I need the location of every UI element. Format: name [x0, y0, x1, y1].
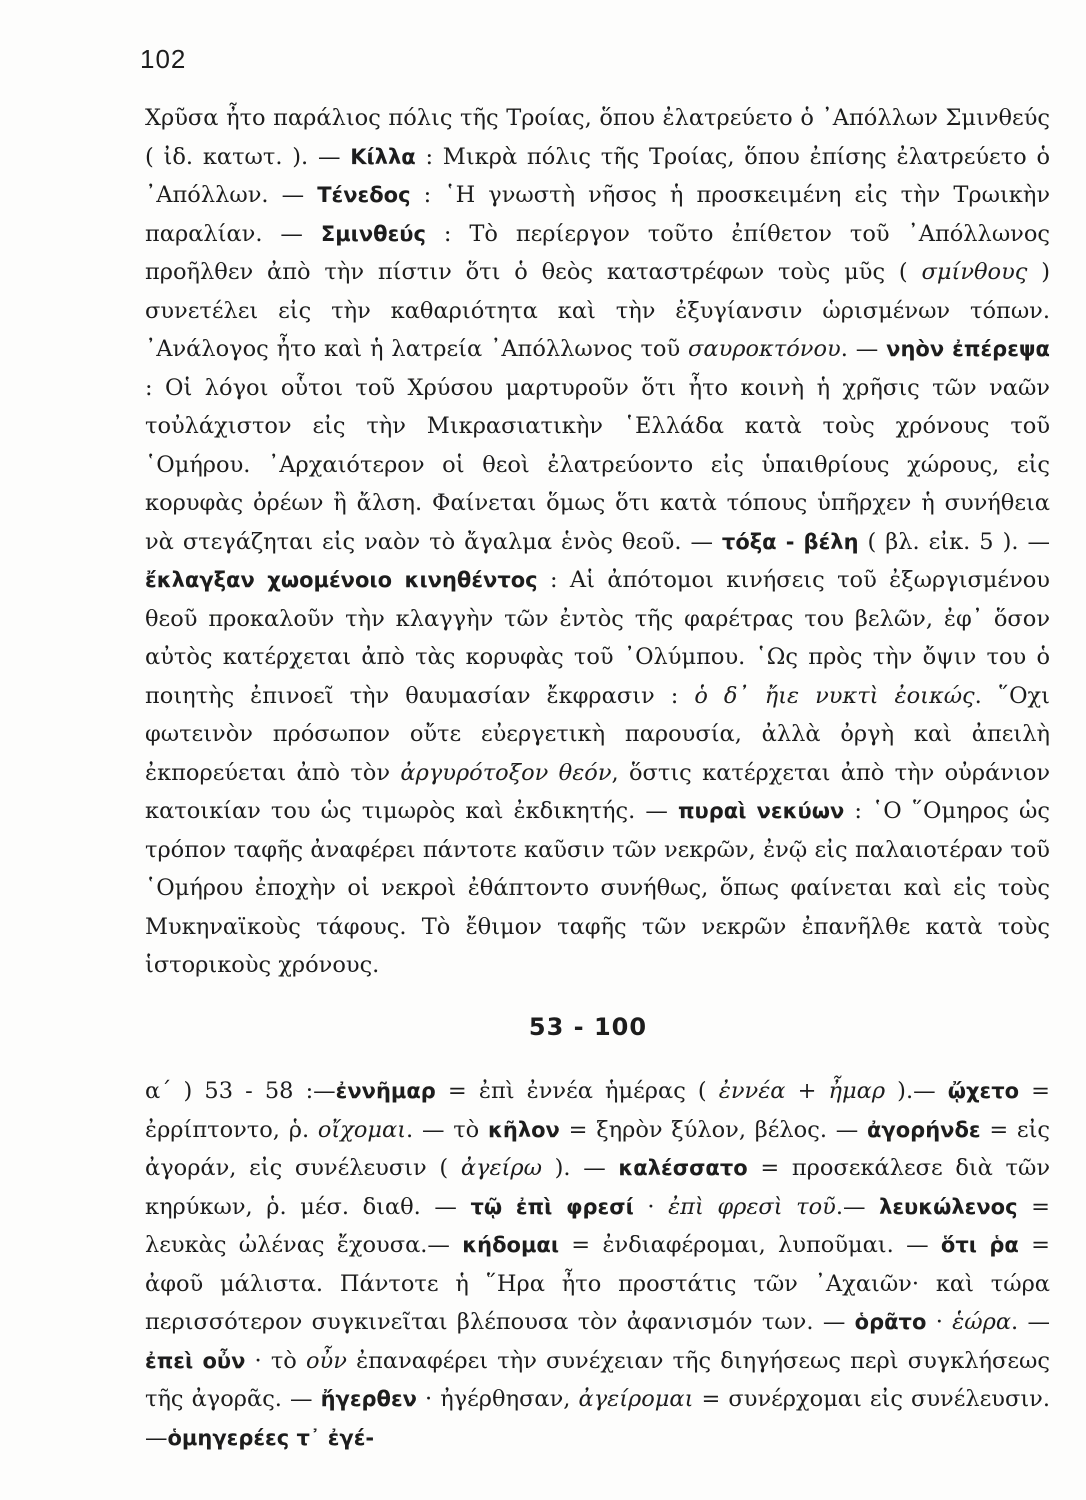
italic-term: ὁ δ᾿ ἤιε νυκτὶ ἐοικώς	[694, 682, 975, 709]
lemma: ὅτι ῥα	[940, 1233, 1019, 1257]
italic-term: ἐννέα + ἦμαρ	[718, 1078, 886, 1104]
lemma: λευκώλενος	[879, 1194, 1018, 1219]
lemma: κήδομαι	[462, 1233, 560, 1257]
lemma: ὁμηγερέες τ᾿ ἐγέ-	[167, 1425, 375, 1450]
italic-term: σαυροκτόνου	[688, 336, 841, 362]
lemma: ἀγορήνδε	[867, 1117, 981, 1142]
italic-term: ἑώρα	[952, 1309, 1012, 1335]
italic-term: ἀγείρομαι	[578, 1386, 694, 1412]
lemma: ὁρᾶτο	[854, 1310, 927, 1334]
italic-term: ἐπὶ φρεσὶ τοῦ	[668, 1193, 836, 1220]
italic-term: σμίνθους	[921, 259, 1028, 285]
lemma: κῆλον	[487, 1117, 560, 1142]
lemma: Σμινθεύς	[320, 221, 426, 246]
lemma: ἐπεὶ οὖν	[145, 1348, 246, 1373]
italic-term: ἀργυρότοξον θεόν	[400, 759, 612, 786]
page-number: 102	[140, 44, 187, 74]
section-title: 53 - 100	[528, 1013, 648, 1041]
commentary-paragraph: Χρῦσα ἦτο παράλιος πόλις τῆς Τροίας, ὅπου ἐλατρεύετο ὁ ᾿Απόλλων Σμινθεύς ( ἰδ. κατωτ. ). — Κίλλα : Μικρὰ πόλις τῆς Τροίας, ὅπου ἐπίσης ἐλατρεύετο ὁ ᾿Απόλλων. — Τένεδος : ῾Η γνωστὴ νῆσος ἡ προσκειμένη εἰς τὴν Τρωικὴν παραλίαν. — Σμινθεύς : Τὸ περίεργον τοῦτο ἐπίθετον τοῦ ᾿Απόλλωνος προῆλθεν ἀπὸ τὴν πίστιν ὅτι ὁ θεὸς καταστρέφων τοὺς μῦς ( σμίνθους ) συνετέλει εἰς τὴν καθαριότητα καὶ τὴν ἐξυγίανσιν ὡρισμένων τόπων. ᾿Ανάλογος ἦτο καὶ ἡ λατρεία ᾿Απόλλωνος τοῦ σαυροκτόνου. — νηὸν ἐπέρεψα : Οἱ λόγοι οὗτοι τοῦ Χρύσου μαρτυροῦν ὅτι ἦτο κοινὴ ἡ χρῆσις τῶν ναῶν τοὐλάχιστον εἰς τὴν Μικρασιατικὴν ῾Ελλάδα κατὰ τοὺς χρόνους τοῦ ῾Ομήρου. ᾿Αρχαιότερον οἱ θεοὶ ἐλατρεύοντο εἰς ὑπαιθρίους χώρους, εἰς κορυφὰς ὀρέων ἢ ἄλση. Φαίνεται ὅμως ὅτι κατὰ τόπους ὑπῆρχεν ἡ συνήθεια νὰ στεγάζηται εἰς ναὸν τὸ ἄγαλμα ἑνὸς θεοῦ. — τόξα - βέλη ( βλ. εἰκ. 5 ). — ἔκλαγξαν χωομένοιο κινηθέντος : Αἱ ἀπότομοι κινήσεις τοῦ ἐξωργισμένου θεοῦ προκαλοῦν τὴν κλαγγὴν τῶν ἐντὸς τῆς φαρέτρας του βελῶν, ἐφ᾿ ὅσον αὐτὸς κατέρχεται ἀπὸ τὰς κορυφὰς τοῦ ᾿Ολύμπου. ῾Ως πρὸς τὴν ὄψιν του ὁ ποιητὴς ἐπινοεῖ τὴν θαυμασίαν ἔκφρασιν : ὁ δ᾿ ἤιε νυκτὶ ἐοικώς. ῞Οχι φωτεινὸν πρόσωπον οὔτε εὐεργετικὴ παρουσία, ἀλλὰ ὀργὴ καὶ ἀπειλὴ ἐκπορεύεται ἀπὸ τὸν ἀργυρότοξον θεόν, ὅστις κατέρχεται ἀπὸ τὴν οὐράνιον κατοικίαν του ὡς τιμωρὸς καὶ ἐκδικητής. — πυραὶ νεκύων : ῾Ο ῞Ομηρος ὡς τρόπον ταφῆς ἀναφέρει πάντοτε καῦσιν τῶν νεκρῶν, ἐνῷ εἰς παλαιοτέραν τοῦ ῾Ομήρου ἐποχὴν οἱ νεκροὶ ἐθάπτοντο συνήθως, ὅπως φαίνεται καὶ εἰς τοὺς Μυκηναϊκοὺς τάφους. Τὸ ἔθιμον ταφῆς τῶν νεκρῶν ἐπανῆλθε κατὰ τοὺς ἱστορικοὺς χρόνους.	[145, 105, 1051, 978]
lemma: τῷ ἐπὶ φρεσί	[470, 1194, 634, 1219]
italic-term: οἴχομαι	[317, 1116, 407, 1143]
italic-term: ἀγείρω	[460, 1155, 542, 1181]
commentary-paragraph: α΄ ) 53 - 58 :—ἐννῆμαρ = ἐπὶ ἐννέα ἡμέρας ( ἐννέα + ἦμαρ ).— ᾤχετο = ἐρρίπτοντο, ῥ. οἴχομαι. — τὸ κῆλον = ξηρὸν ξύλον, βέλος. — ἀγορήνδε = εἰς ἀγοράν, εἰς συνέλευσιν ( ἀγείρω ). — καλέσσατο = προσεκάλεσε διὰ τῶν κηρύκων, ῥ. μέσ. διαθ. — τῷ ἐπὶ φρεσί · ἐπὶ φρεσὶ τοῦ.— λευκώλενος = λευκὰς ὠλένας ἔχουσα.— κήδομαι = ἐνδιαφέρομαι, λυποῦμαι. — ὅτι ῥα = ἀφοῦ μάλιστα. Πάντοτε ἡ ῞Ηρα ἦτο προστάτις τῶν ᾿Αχαιῶν· καὶ τώρα περισσότερον συγκινεῖται βλέπουσα τὸν ἀφανισμόν των. — ὁρᾶτο · ἑώρα. — ἐπεὶ οὖν · τὸ οὖν ἐπαναφέρει τὴν συνέχειαν τῆς διηγήσεως περὶ συγκλήσεως τῆς ἀγορᾶς. — ἤγερθεν · ἠγέρθησαν, ἀγείρομαι = συνέρχομαι εἰς συνέλευσιν.—ὁμηγερέες τ᾿ ἐγέ-	[145, 1078, 1051, 1451]
lemma: νηὸν ἐπέρεψα	[886, 337, 1050, 361]
lemma: Κίλλα	[350, 144, 416, 169]
lemma: πυραὶ νεκύων	[677, 799, 845, 823]
lemma: ἔκλαγξαν χωομένοιο κινηθέντος	[145, 568, 538, 592]
lemma: καλέσσατο	[618, 1156, 748, 1180]
lemma: ᾤχετο	[947, 1079, 1020, 1103]
lemma: τόξα - βέλη	[721, 529, 859, 554]
lemma: ἐννῆμαρ	[335, 1079, 436, 1103]
italic-term: οὖν	[306, 1347, 347, 1374]
lemma: Τένεδος	[317, 183, 411, 207]
lemma: ἤγερθεν	[320, 1387, 417, 1411]
